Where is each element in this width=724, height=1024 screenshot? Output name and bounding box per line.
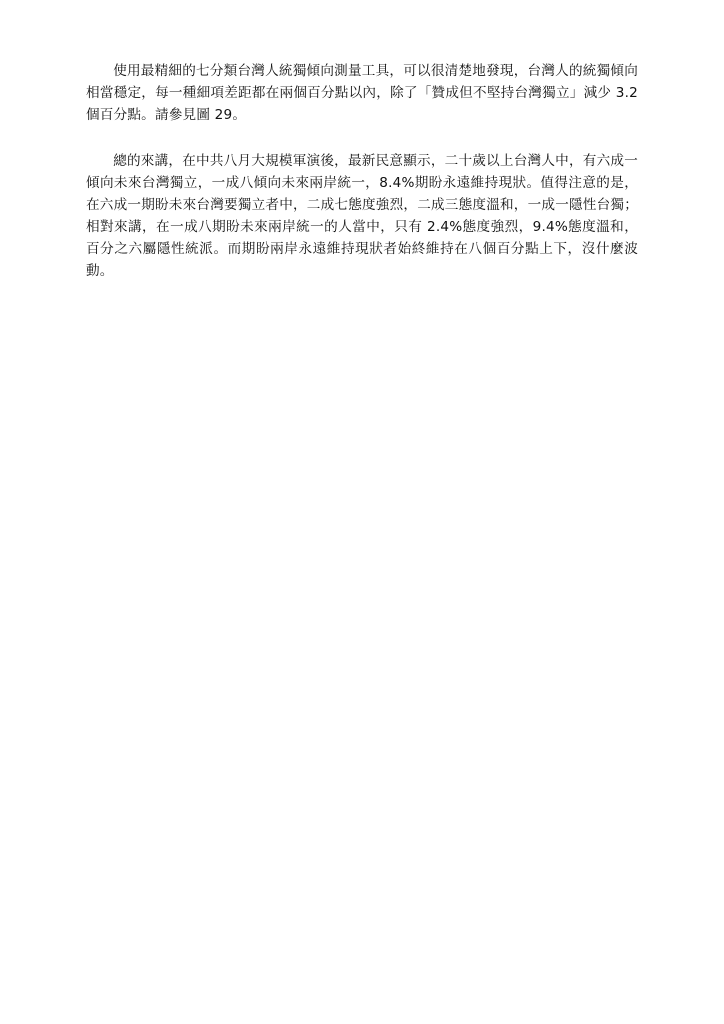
paragraph-summary: 總的來講，在中共八月大規模軍演後，最新民意顯示，二十歲以上台灣人中，有六成一傾向未來台灣獨立，一成八傾向未來兩岸統一，8.4%期盼永遠維持現狀。值得注意的是，在六成一期盼未來台灣要獨立者中，二成七態度強烈，二成三態度溫和，一成一隱性台獨；相對來講，在一成八期盼未來兩岸統一的人當中，只有 2.4%態度強烈，9.4%態度溫和，百分之六屬隱性統派。而期盼兩岸永遠維持現狀者始終維持在八個百分點上下，沒什麼波動。: [86, 153, 638, 279]
paragraph-stability: 使用最精細的七分類台灣人統獨傾向測量工具，可以很清楚地發現，台灣人的統獨傾向相當穩定，每一種細項差距都在兩個百分點以內，除了「贊成但不堅持台灣獨立」減少 3.2 個百分點。請參見圖 29。: [86, 63, 638, 123]
document-body: [86, 60, 638, 306]
